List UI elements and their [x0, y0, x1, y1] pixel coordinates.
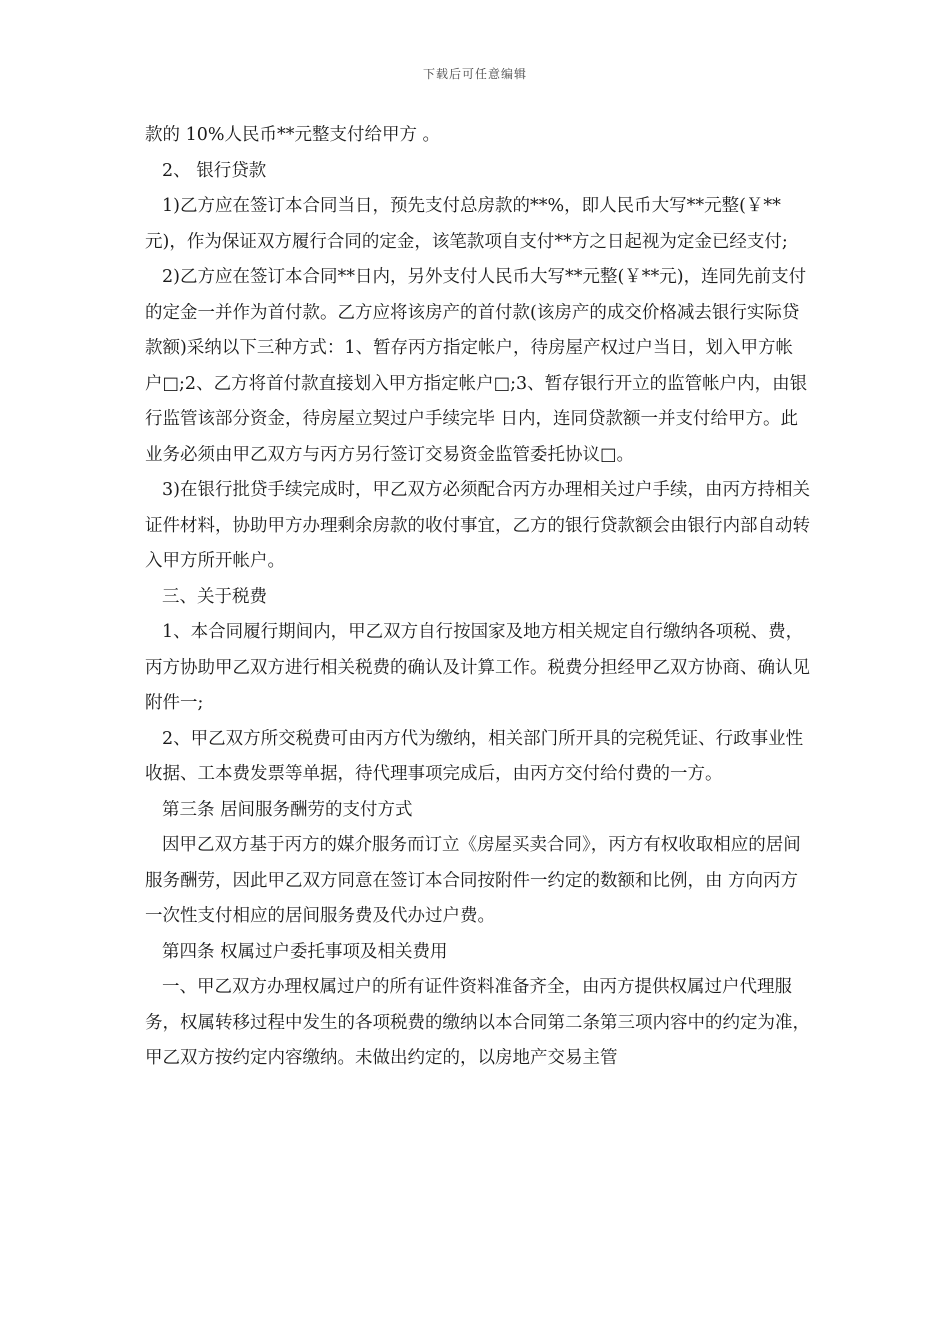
paragraph-4: 2)乙方应在签订本合同**日内，另外支付人民币大写**元整(￥**元)，连同先前支付的定金一并作为首付款。乙方应将该房产的首付款(该房产的成交价格减去银行实际贷款额)采纳以下三种方式：1、暂存丙方指定帐户，待房屋产权过户当日，划入甲方帐户□;2、乙方将首付款直接划入甲方指定帐户□;3、暂存银行开立的监管帐户内，由银行监管该部分资金，待房屋立契过户手续完毕 日内，连同贷款额一并支付给甲方。此业务必须由甲乙双方与丙方另行签订交易资金监管委托协议□。	[145, 267, 808, 465]
paragraph-9: 第三条 居间服务酬劳的支付方式	[162, 799, 413, 820]
paragraph-8: 2、甲乙双方所交税费可由丙方代为缴纳，相关部门所开具的完税凭证、行政事业性收据、工本费发票等单据，待代理事项完成后，由丙方交付给付费的一方。	[145, 728, 804, 784]
paragraph-11: 第四条 权属过户委托事项及相关费用	[162, 941, 448, 962]
paragraph-10: 因甲乙双方基于丙方的媒介服务而订立《房屋买卖合同》，丙方有权收取相应的居间服务酬劳，因此甲乙双方同意在签订本合同按附件一约定的数额和比例，由 方向丙方一次性支付相应的居间服务费及代办过户费。	[145, 835, 801, 926]
paragraph-3: 1)乙方应在签订本合同当日，预先支付总房款的**%，即人民币大写**元整(￥**元)，作为保证双方履行合同的定金，该笔款项自支付**方之日起视为定金已经支付;	[145, 196, 788, 252]
paragraph-12: 一、甲乙双方办理权属过户的所有证件资料准备齐全，由丙方提供权属过户代理服务，权属转移过程中发生的各项税费的缴纳以本合同第二条第三项内容中的约定为准，甲乙双方按约定内容缴纳。未做出约定的，以房地产交易主管	[145, 977, 810, 1068]
paragraph-6: 三、关于税费	[162, 586, 267, 607]
paragraph-5: 3)在银行批贷手续完成时，甲乙双方必须配合丙方办理相关过户手续，由丙方持相关证件材料，协助甲方办理剩余房款的收付事宜，乙方的银行贷款额会由银行内部自动转入甲方所开帐户。	[145, 480, 810, 571]
page-header: 下载后可任意编辑	[422, 67, 527, 81]
document-body	[145, 118, 810, 1077]
paragraph-7: 1、本合同履行期间内，甲乙双方自行按国家及地方相关规定自行缴纳各项税、费，丙方协助甲乙双方进行相关税费的确认及计算工作。税费分担经甲乙双方协商、确认见附件一;	[145, 622, 810, 713]
paragraph-1: 款的 10%人民币**元整支付给甲方 。	[145, 125, 441, 145]
paragraph-2: 2、 银行贷款	[162, 160, 267, 181]
